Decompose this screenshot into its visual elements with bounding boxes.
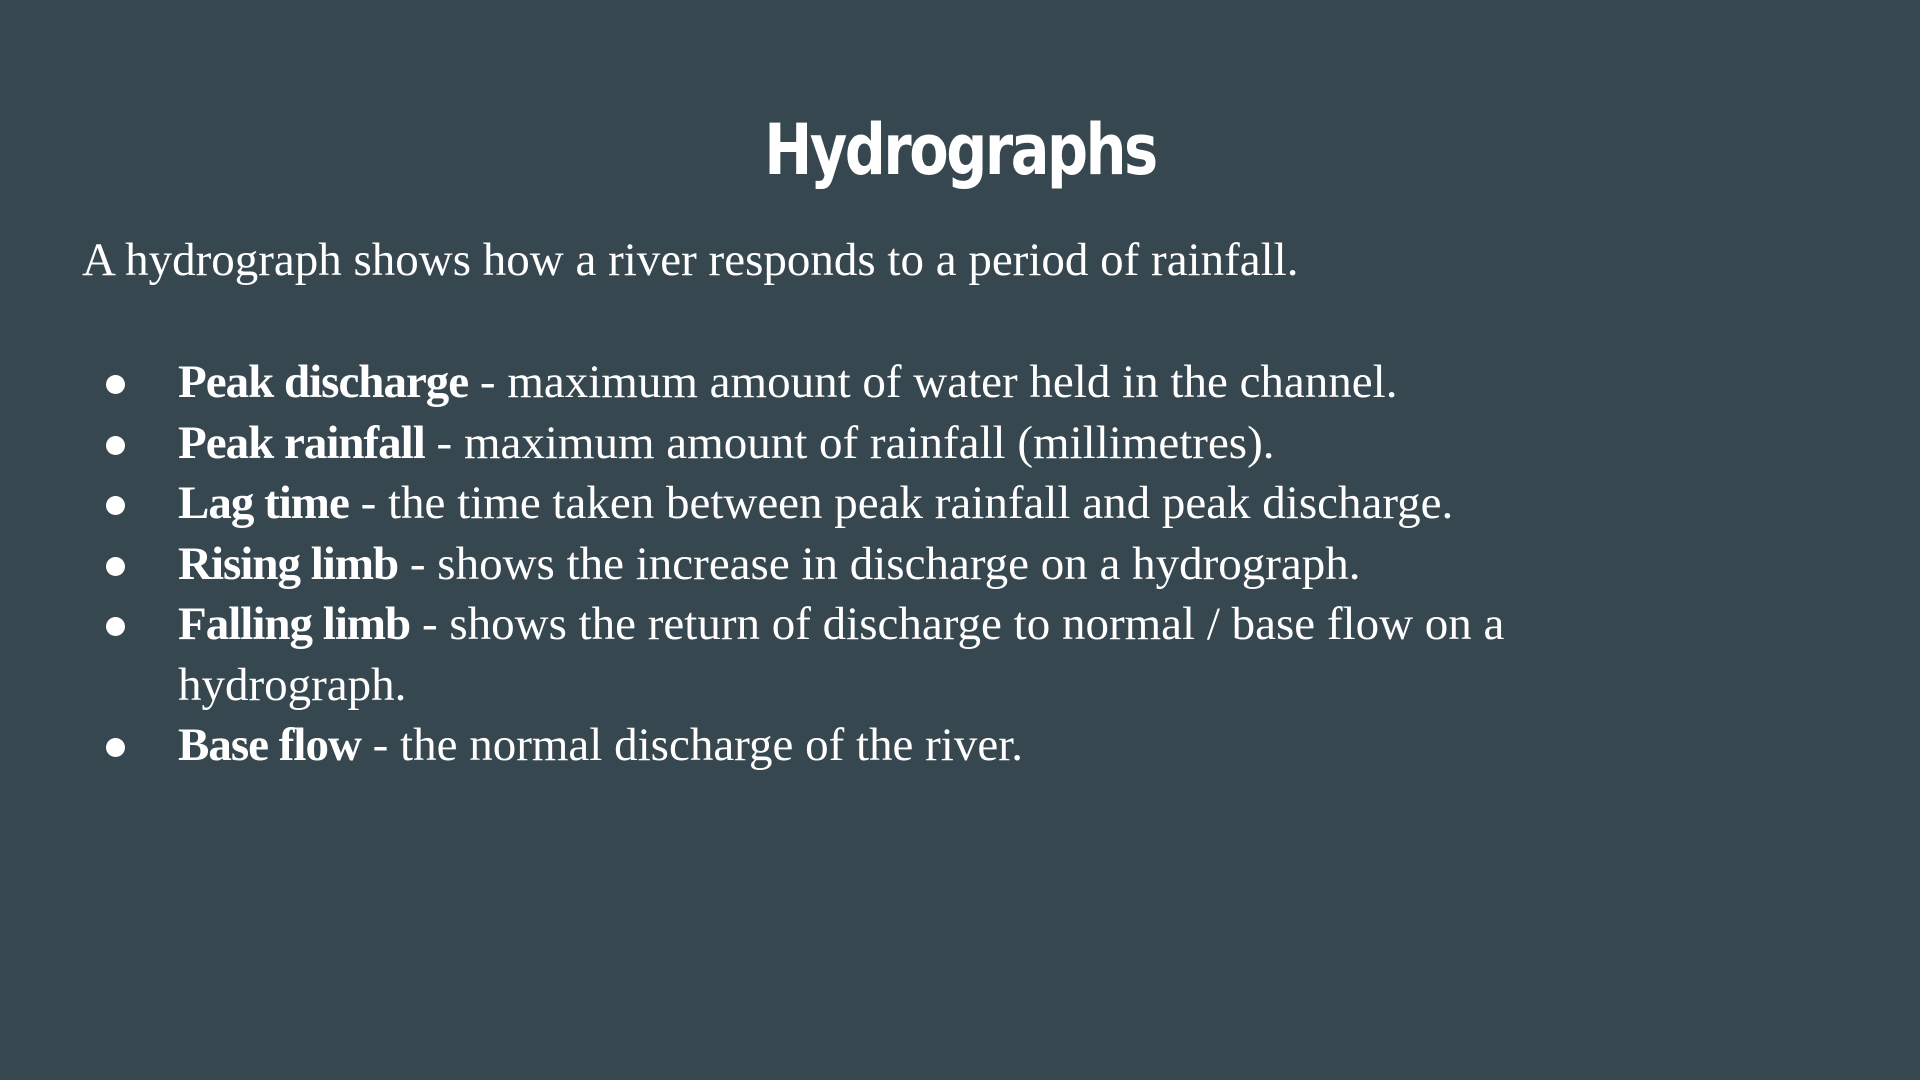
- term: Lag time: [178, 477, 349, 529]
- term: Base flow: [178, 719, 361, 771]
- bullet-icon: [106, 557, 125, 576]
- bullet-icon: [106, 375, 125, 394]
- definition: - maximum amount of water held in the channel.: [468, 356, 1398, 408]
- bullet-icon: [106, 617, 125, 636]
- term: Rising limb: [178, 537, 399, 590]
- term: Falling limb: [178, 598, 411, 650]
- term: Peak rainfall: [178, 416, 425, 469]
- definition: - shows the return of discharge to normal / base flow on a hydrograph.: [178, 598, 1505, 711]
- list-item: [0, 473, 1618, 534]
- definition: - maximum amount of rainfall (millimetres).: [424, 416, 1275, 469]
- definition-list: [0, 352, 1618, 776]
- term: Peak discharge: [178, 356, 469, 408]
- list-item: [0, 413, 1618, 474]
- intro-text: A hydrograph shows how a river responds to a period of rainfall.: [82, 234, 1299, 286]
- definition: - the time taken between peak rainfall and peak discharge.: [348, 477, 1454, 529]
- bullet-icon: [106, 496, 125, 515]
- list-item: [0, 715, 1618, 776]
- list-item: [0, 534, 1618, 595]
- slide-title: Hydrographs: [764, 109, 1156, 191]
- definition: - the normal discharge of the river.: [360, 719, 1024, 771]
- definition: - shows the increase in discharge on a hydrograph.: [398, 537, 1361, 590]
- list-item: [0, 352, 1618, 413]
- list-item: [0, 594, 1618, 715]
- bullet-icon: [106, 436, 125, 455]
- bullet-icon: [106, 738, 125, 757]
